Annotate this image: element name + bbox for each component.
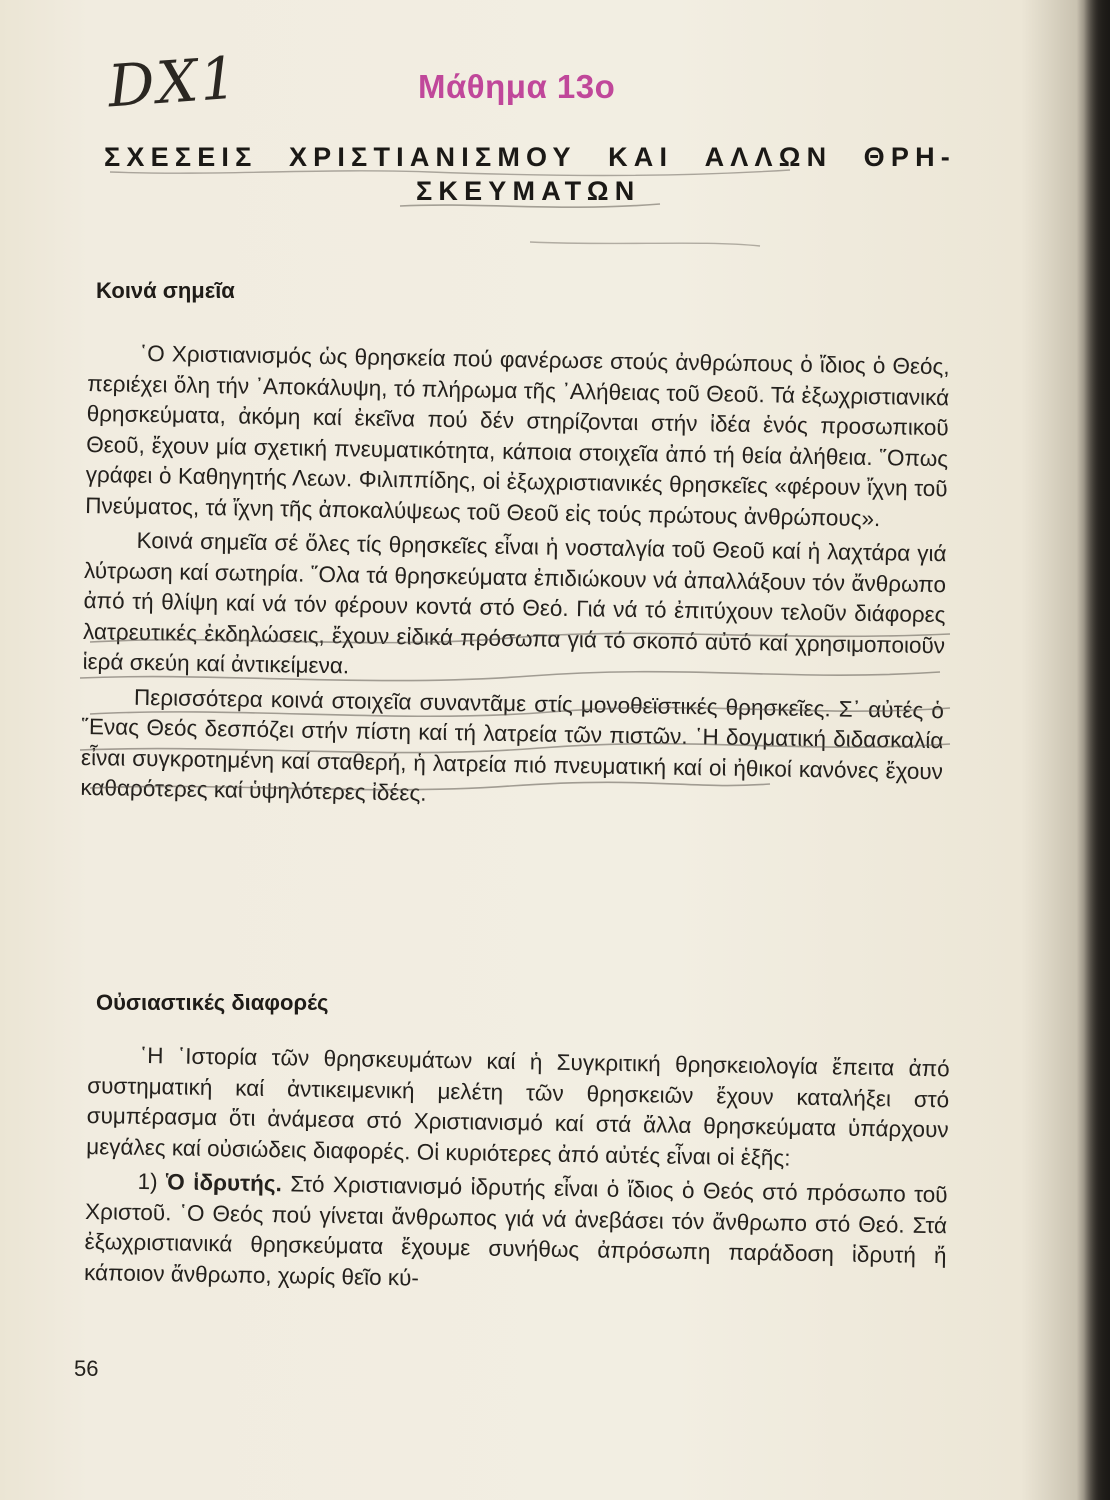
handwritten-note: DX1 <box>105 43 241 121</box>
list-item-term: Ὁ ἱδρυτής. <box>165 1169 283 1197</box>
pencil-underline-title <box>100 150 800 270</box>
paragraph: Κοινά σημεῖα σέ ὅλες τίς θρησκεῖες εἶναι ἡ νοσταλγία τοῦ Θεοῦ καί ἡ λαχτάρα γιά λύτρωση καί σωτηρία. ῞Ολα τά θρησκεύματα ἐπιδιώκουν νά ἀπαλλάξουν τόν ἄνθρωπο ἀπό τή θλίψη καί νά τόν φέρουν κοντά στό Θεό. Γιά νά τό ἐπιτύχουν τελοῦν διάφορες λατρευτικές ἐκδηλώσεις, ἔχουν εἰδικά πρόσωπα γιά τό σκοπό αὐτό καί χρησιμοποιοῦν ἱερά σκεύη καί ἀντικείμενα. <box>82 527 947 679</box>
lesson-label: Μάθημα 13ο <box>418 68 616 105</box>
paragraph: Περισσότερα κοινά στοιχεῖα συναντᾶμε στίς μονοθεϊστικές θρησκεῖες. Σ᾽ αὐτές ὁ ῞Ενας Θεός δεσπόζει στήν πίστη καί τή λατρεία τῶν πιστῶν. ῾Η δογματική διδασκαλία εἶναι συγκροτημένη καί σταθερή, ἡ λατρεία πιό πνευματική καί οἱ ἠθικοί κανόνες ἔχουν καθαρότερες καί ὑψηλότερες ἰδέες. <box>80 684 945 806</box>
list-item-number: 1) <box>137 1168 158 1195</box>
chapter-title-line2: ΣΚΕΥΜΑΤΩΝ <box>416 176 641 206</box>
paragraph: ῾Ο Χριστιανισμός ὡς θρησκεία πού φανέρωσε στούς ἀνθρώπους ὁ ἴδιος ὁ Θεός, περιέχει ὅλη τήν ᾽Αποκάλυψη, τό πλήρωμα τῆς ᾽Αλήθειας τοῦ Θεοῦ. Τά ἐξωχριστιανικά θρησκεύματα, ἀκόμη καί ἐκεῖνα πού δέν στηρίζονται στήν ἰδέα ἑνός προσωπικοῦ Θεοῦ, ἔχουν μία σχετική πνευματικότητα, κάποια στοιχεῖα ἀπό τή θεία ἀλήθεια. ῞Οπως γράφει ὁ Καθηγητής Λεων. Φιλιππίδης, οἱ ἐξωχριστιανικές θρησκεῖες «φέρουν ἴχνη τοῦ Πνεύματος, τά ἴχνη τῆς ἀποκαλύψεως τοῦ Θεοῦ εἰς τούς πρώτους ἀνθρώπους». <box>85 340 950 531</box>
page-number: 56 <box>74 1356 99 1381</box>
section-heading-essential-differences: Οὐσιαστικές διαφορές <box>96 990 329 1015</box>
chapter-title-word: ΚΑΙ <box>608 142 674 172</box>
pencil-underline-paragraph <box>70 620 970 810</box>
book-binding-shadow <box>1084 0 1110 1500</box>
chapter-title-word: ΣΧΕΣΕΙΣ <box>104 142 258 172</box>
chapter-title-word: ΑΛΛΩΝ <box>704 142 833 172</box>
chapter-title-word: ΘΡΗ- <box>863 142 956 172</box>
section-heading-common-points: Κοινά σημεῖα <box>96 278 235 303</box>
list-item-founder <box>84 1166 948 1302</box>
paragraph: ῾Η ῾Ιστορία τῶν θρησκευμάτων καί ἡ Συγκριτική θρησκειολογία ἔπειτα ἀπό συστηματική καί ἀντικειμενική μελέτη τῶν θρησκειῶν ἔχουν καταλήξει στό συμπέρασμα ὅτι ἀνάμεσα στό Χριστιανισμό καί στά ἄλλα θρησκεύματα ὑπάρχουν μεγάλες καί οὐσιώδεις διαφορές. Οἱ κυριότερες ἀπό αὐτές εἶναι οἱ ἑξῆς: <box>86 1042 950 1171</box>
chapter-title-word: ΧΡΙΣΤΙΑΝΙΣΜΟΥ <box>288 142 577 172</box>
section2-text <box>84 1040 950 1302</box>
list-item-text: Στό Χριστιανισμό ἱδρυτής εἶναι ὁ ἴδιος ὁ Θεός στό πρόσωπο τοῦ Χριστοῦ. ῾Ο Θεός πού γίνεται ἄνθρωπος γιά νά ἀνεβάσει τόν ἄνθρωπο στό Θεό. Στά ἐξωχριστιανικά θρησκεύματα ἔχουμε συνήθως ἀπρόσωπη παράδοση ἱδρυτή ἤ κάποιον ἄνθρωπο, χωρίς θεῖο κύ- <box>83 1171 948 1291</box>
